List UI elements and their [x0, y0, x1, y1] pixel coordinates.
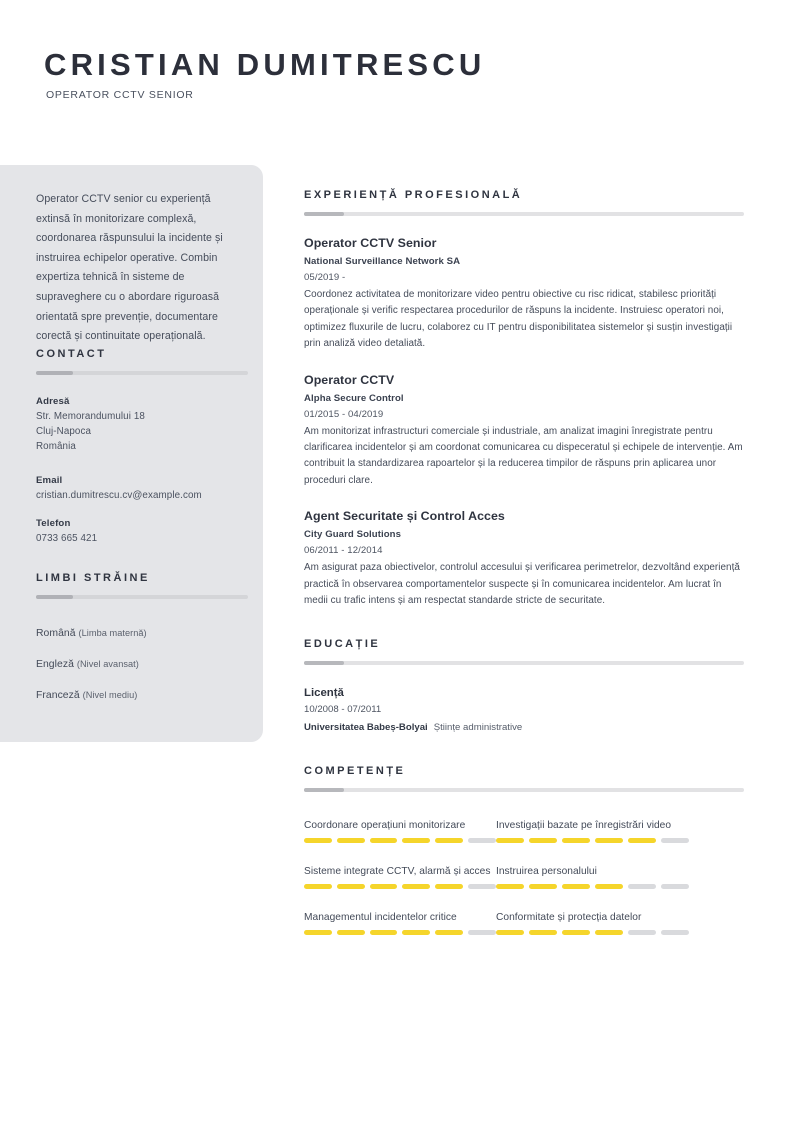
skill-segment-filled: [435, 838, 463, 843]
experience-section: [304, 188, 744, 609]
language-item: [36, 687, 248, 704]
skill-item: [496, 864, 744, 889]
experience-divider: [304, 212, 744, 216]
skill-segment-filled: [435, 884, 463, 889]
skill-segment-filled: [304, 838, 332, 843]
skill-segment-empty: [468, 838, 496, 843]
skill-segment-filled: [595, 884, 623, 889]
skill-segment-filled: [496, 884, 524, 889]
education-entry: [304, 685, 744, 735]
education-school: Universitatea Babeș-Bolyai: [304, 722, 428, 734]
skill-label: Instruirea personalului: [496, 866, 597, 878]
language-name: Română: [36, 628, 76, 639]
experience-title: Operator CCTV: [304, 372, 395, 387]
language-level: (Limba maternă): [78, 628, 147, 638]
skill-segment-filled: [337, 838, 365, 843]
language-level: (Nivel avansat): [76, 659, 139, 669]
experience-dates: 06/2011 - 12/2014: [304, 545, 383, 557]
phone-label: Telefon: [36, 518, 71, 529]
contact-section: [36, 346, 248, 546]
experience-org: City Guard Solutions: [304, 529, 402, 541]
phone-value[interactable]: 0733 665 421: [36, 533, 98, 544]
skill-segment-filled: [628, 838, 656, 843]
experience-entry: [304, 372, 744, 490]
languages-section: [36, 570, 248, 718]
skill-segment-filled: [370, 930, 398, 935]
email-value[interactable]: cristian.dumitrescu.cv@example.com: [36, 490, 202, 501]
skill-rating-bar: [304, 930, 496, 935]
skill-segment-filled: [595, 930, 623, 935]
skill-label: Coordonare operațiuni monitorizare: [304, 820, 466, 832]
languages-heading: LIMBI STRĂINE: [36, 572, 150, 584]
skill-segment-empty: [661, 838, 689, 843]
skill-rating-bar: [496, 884, 744, 889]
skill-rating-bar: [304, 838, 496, 843]
skill-item: [496, 910, 744, 935]
professional-summary: Operator CCTV senior cu experiență extinsă în monitorizare complexă, coordonarea răspunsului la incidente și instruirea echipelor operative. Combin expertiza tehnică în sisteme de supraveghere cu o abordare riguroasă orientată spre prevenție, documentare corectă și continuitate operațională.: [36, 193, 223, 343]
experience-description: Coordonez activitatea de monitorizare video pentru obiective cu risc ridicat, stabilesc priorități operaționale și verific respectarea procedurilor de răspuns la incidente. Instruiesc operatori noi, optimizez fluxurile de lucru, colaborez cu IT pentru disponibilitatea sistemelor și susțin investigații prin analiză video detaliată.: [304, 289, 733, 350]
education-dates: 10/2008 - 07/2011: [304, 704, 382, 716]
address-line-3: România: [36, 441, 76, 452]
skill-segment-empty: [628, 884, 656, 889]
skill-segment-filled: [562, 838, 590, 843]
languages-list: [36, 625, 248, 704]
address-line-2: Cluj-Napoca: [36, 426, 92, 437]
contact-heading: CONTACT: [36, 348, 107, 360]
skill-segment-filled: [337, 884, 365, 889]
address-label: Adresă: [36, 396, 70, 407]
experience-title: Operator CCTV Senior: [304, 236, 437, 250]
contact-phone-block: [36, 516, 248, 546]
skill-segment-filled: [529, 884, 557, 889]
skill-rating-bar: [496, 838, 744, 843]
main-column: [304, 188, 744, 956]
skill-segment-filled: [402, 884, 430, 889]
experience-entry: [304, 508, 744, 609]
experience-title: Agent Securitate și Control Acces: [304, 509, 505, 524]
skill-segment-filled: [370, 838, 398, 843]
skill-rating-bar: [496, 930, 744, 935]
experience-org: Alpha Secure Control: [304, 392, 404, 404]
skill-segment-empty: [468, 930, 496, 935]
experience-entry: [304, 235, 744, 353]
skill-segment-filled: [304, 884, 332, 889]
skill-segment-filled: [562, 884, 590, 889]
education-divider: [304, 661, 744, 665]
skill-segment-filled: [562, 930, 590, 935]
skills-section: [304, 764, 744, 956]
language-item: [36, 625, 248, 642]
languages-divider: [36, 595, 248, 599]
experience-dates: 05/2019 -: [304, 272, 346, 283]
skills-heading: COMPETENȚE: [304, 765, 406, 778]
education-field: Științe administrative: [433, 722, 523, 734]
contact-email-block: [36, 473, 248, 503]
skills-grid: [304, 818, 744, 956]
skill-label: Sisteme integrate CCTV, alarmă și acces: [304, 866, 491, 878]
spacer: [36, 454, 248, 465]
skill-segment-empty: [468, 884, 496, 889]
skill-segment-filled: [496, 930, 524, 935]
skill-segment-filled: [370, 884, 398, 889]
language-name: Franceză: [36, 690, 80, 701]
skill-segment-filled: [304, 930, 332, 935]
sidebar-panel: [0, 165, 263, 742]
experience-heading: EXPERIENȚĂ PROFESIONALĂ: [304, 189, 523, 201]
skill-rating-bar: [304, 884, 496, 889]
experience-description: Am monitorizat infrastructuri comerciale și industriale, am analizat imagini înregistrate pentru clarificarea incidentelor și am coordonat comunicarea cu dispeceratul și echipele de intervenție. Am contribuit la standardizarea rapoartelor și la reducerea timpilor de răspuns prin aplicarea unor proceduri clare.: [304, 425, 743, 486]
experience-dates: 01/2015 - 04/2019: [304, 408, 384, 420]
skill-segment-empty: [661, 884, 689, 889]
skill-label: Investigații bazate pe înregistrări video: [496, 820, 672, 832]
skill-segment-filled: [496, 838, 524, 843]
language-level: (Nivel mediu): [82, 690, 138, 700]
skill-segment-filled: [402, 838, 430, 843]
education-school-line: [304, 718, 744, 735]
language-name: Engleză: [36, 659, 74, 670]
education-degree: Licență: [304, 687, 344, 700]
language-item: [36, 656, 248, 673]
candidate-name: CRISTIAN DUMITRESCU: [44, 47, 486, 82]
skill-segment-filled: [337, 930, 365, 935]
skill-segment-empty: [661, 930, 689, 935]
skill-segment-filled: [402, 930, 430, 935]
skill-segment-filled: [529, 930, 557, 935]
skills-divider: [304, 788, 744, 792]
address-line-1: Str. Memorandumului 18: [36, 411, 145, 422]
experience-description: Am asigurat paza obiectivelor, controlul accesului și verificarea perimetrelor, dezvoltând experiență practică în observarea comportamentelor suspecte și în comunicarea incidentelor. Am lucrat în medii cu trafic intens și am respectat standarde stricte de securitate.: [304, 562, 740, 607]
skill-label: Managementul incidentelor critice: [304, 912, 457, 924]
skill-segment-filled: [595, 838, 623, 843]
skill-segment-filled: [529, 838, 557, 843]
skill-item: [496, 818, 744, 843]
education-section: [304, 637, 744, 735]
candidate-job-title: OPERATOR CCTV SENIOR: [46, 89, 194, 101]
skill-segment-filled: [435, 930, 463, 935]
contact-divider: [36, 371, 248, 375]
education-heading: EDUCAȚIE: [304, 638, 381, 651]
skill-segment-empty: [628, 930, 656, 935]
contact-address-block: [36, 394, 248, 454]
experience-org: National Surveillance Network SA: [304, 256, 461, 267]
skill-item: [304, 864, 496, 889]
email-label: Email: [36, 475, 63, 486]
skill-item: [304, 818, 496, 843]
skill-label: Conformitate și protecția datelor: [496, 912, 642, 924]
skill-item: [304, 910, 496, 935]
